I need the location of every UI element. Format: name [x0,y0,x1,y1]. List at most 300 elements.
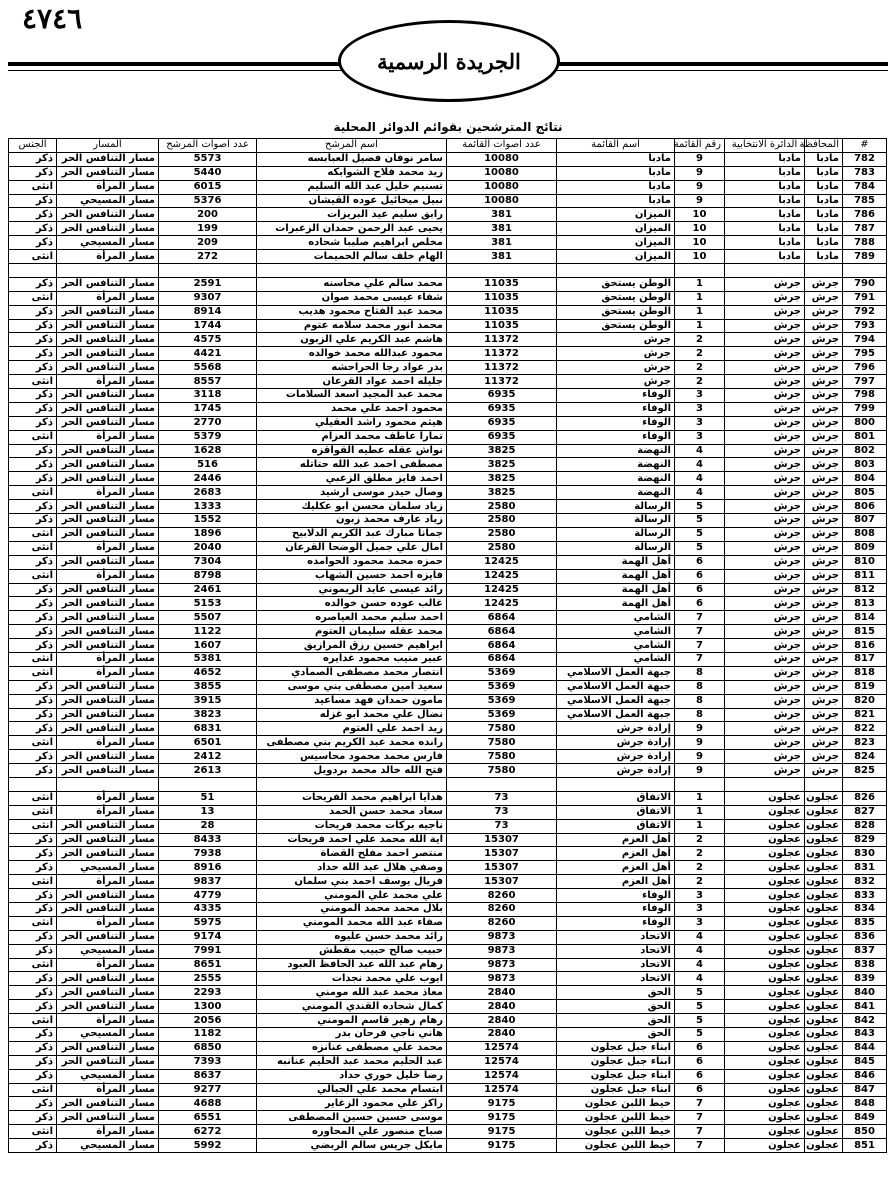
cell-candidate-name: محمد عبد الفتاح محمود هديب [257,305,447,319]
cell-governorate: عجلون [805,819,843,833]
cell-number: 783 [843,166,887,180]
cell-district: عجلون [725,1097,805,1111]
cell-gender: انثى [9,736,57,750]
cell-candidate-votes: 4335 [159,902,257,916]
cell-list-name: الميزان [557,208,675,222]
cell-governorate: عجلون [805,944,843,958]
cell-track: مسار المرأة [57,1014,159,1028]
cell-district: جرش [725,680,805,694]
cell-candidate-name: الهام خلف سالم الحميمات [257,250,447,264]
cell-candidate-name [257,777,447,791]
cell-list-name: الرسالة [557,514,675,528]
table-row [9,541,887,555]
cell-candidate-name: محمود عبدالله محمد خوالده [257,347,447,361]
cell-number: 817 [843,652,887,666]
cell-list-votes: 15307 [447,875,557,889]
cell-candidate-name: محمد عقله سليمان العتوم [257,625,447,639]
cell-district: عجلون [725,930,805,944]
cell-governorate: جرش [805,500,843,514]
cell-list-number: 2 [675,347,725,361]
cell-district: عجلون [725,875,805,889]
cell-number: 836 [843,930,887,944]
cell-track: مسار التنافس الحر [57,458,159,472]
cell-list-number: 5 [675,1014,725,1028]
cell-governorate: مادبا [805,236,843,250]
col-header-number: # [843,139,887,153]
cell-gender: ذكر [9,208,57,222]
table-row [9,402,887,416]
cell-district: جرش [725,319,805,333]
cell-track: مسار التنافس الحر [57,472,159,486]
cell-gender: انثى [9,875,57,889]
cell-district: جرش [725,486,805,500]
cell-gender: ذكر [9,902,57,916]
cell-list-name: الميزان [557,250,675,264]
cell-candidate-votes: 5381 [159,652,257,666]
cell-gender [9,264,57,278]
cell-governorate: جرش [805,319,843,333]
cell-district: جرش [725,597,805,611]
cell-candidate-votes: 8637 [159,1069,257,1083]
table-row [9,416,887,430]
cell-gender: انثى [9,291,57,305]
cell-list-votes: 73 [447,805,557,819]
cell-district: جرش [725,652,805,666]
cell-candidate-name: نبيل ميخائيل عوده القيشان [257,194,447,208]
cell-candidate-name: جليله احمد عواد القرعان [257,375,447,389]
cell-list-number: 3 [675,889,725,903]
cell-track: مسار المرأة [57,291,159,305]
table-row [9,180,887,194]
cell-governorate: عجلون [805,986,843,1000]
cell-list-votes: 2840 [447,1014,557,1028]
cell-district: جرش [725,430,805,444]
cell-track: مسار التنافس الحر [57,750,159,764]
cell-gender: ذكر [9,1139,57,1153]
cell-list-votes: 2580 [447,541,557,555]
table-title: نتائج المترشحين بقوائم الدوائر المحلية [333,120,563,134]
table-row [9,1069,887,1083]
cell-track: مسار المرأة [57,958,159,972]
cell-candidate-votes: 1333 [159,500,257,514]
cell-candidate-votes: 28 [159,819,257,833]
cell-candidate-votes: 272 [159,250,257,264]
cell-district: جرش [725,389,805,403]
cell-number: 799 [843,402,887,416]
cell-governorate: مادبا [805,222,843,236]
cell-number: 812 [843,583,887,597]
table-row [9,958,887,972]
cell-list-votes: 11035 [447,305,557,319]
cell-candidate-votes: 5153 [159,597,257,611]
cell-list-name: الحق [557,1028,675,1042]
cell-track: مسار المسيحي [57,194,159,208]
cell-candidate-votes: 7938 [159,847,257,861]
cell-governorate: عجلون [805,875,843,889]
cell-number [843,264,887,278]
cell-list-votes: 12574 [447,1041,557,1055]
cell-candidate-name: مامون حمدان فهد مساعيد [257,694,447,708]
col-header-district: الدائرة الانتخابية [725,139,805,153]
cell-list-number: 9 [675,180,725,194]
cell-track: مسار المرأة [57,375,159,389]
cell-district: جرش [725,625,805,639]
table-body [9,152,887,1152]
table-row [9,389,887,403]
cell-list-name: الاتحاد [557,930,675,944]
table-row [9,333,887,347]
cell-candidate-name: رهام زهير قاسم المومني [257,1014,447,1028]
cell-candidate-votes: 51 [159,791,257,805]
cell-list-name: الميزان [557,236,675,250]
cell-list-name: الاتفاق [557,819,675,833]
cell-gender: ذكر [9,555,57,569]
table-row [9,1041,887,1055]
cell-governorate: جرش [805,583,843,597]
cell-list-votes: 2580 [447,527,557,541]
cell-number: 839 [843,972,887,986]
cell-district: عجلون [725,944,805,958]
cell-district: عجلون [725,1125,805,1139]
cell-list-number: 8 [675,694,725,708]
cell-list-number: 10 [675,208,725,222]
cell-list-number: 9 [675,166,725,180]
cell-candidate-name: يحيى عبد الرحمن حمدان الزعبرات [257,222,447,236]
cell-candidate-votes: 2412 [159,750,257,764]
cell-list-votes: 9175 [447,1125,557,1139]
cell-list-number: 9 [675,750,725,764]
cell-list-votes: 15307 [447,861,557,875]
cell-gender: ذكر [9,625,57,639]
cell-list-name: أهل الهمة [557,569,675,583]
cell-gender: ذكر [9,1000,57,1014]
cell-list-number: 7 [675,652,725,666]
cell-number: 810 [843,555,887,569]
cell-governorate: مادبا [805,194,843,208]
cell-district: عجلون [725,833,805,847]
cell-list-number: 7 [675,1125,725,1139]
cell-district: جرش [725,555,805,569]
cell-candidate-name: عبد الحليم محمد عبد الحليم عنانبه [257,1055,447,1069]
cell-list-votes: 6864 [447,625,557,639]
cell-candidate-votes: 1896 [159,527,257,541]
cell-track: مسار المرأة [57,875,159,889]
cell-gender: ذكر [9,389,57,403]
cell-gender: ذكر [9,458,57,472]
cell-district: عجلون [725,889,805,903]
cell-candidate-name: حمزه محمد محمود الحوامده [257,555,447,569]
table-row [9,902,887,916]
cell-governorate: جرش [805,375,843,389]
cell-list-votes: 12574 [447,1055,557,1069]
cell-candidate-votes: 5992 [159,1139,257,1153]
cell-list-votes: 5369 [447,708,557,722]
cell-candidate-name: هاني ناجي فرحان بدر [257,1028,447,1042]
cell-district: جرش [725,458,805,472]
cell-number: 841 [843,1000,887,1014]
cell-list-votes: 10080 [447,152,557,166]
cell-district [725,777,805,791]
cell-district: جرش [725,416,805,430]
cell-track: مسار المرأة [57,430,159,444]
cell-candidate-name: زيد محمد فلاح الشوابكه [257,166,447,180]
cell-candidate-votes: 2056 [159,1014,257,1028]
cell-list-votes: 73 [447,791,557,805]
cell-gender: ذكر [9,194,57,208]
cell-number: 807 [843,514,887,528]
cell-list-name: الوطن يستحق [557,291,675,305]
cell-list-name: جرش [557,375,675,389]
cell-list-votes: 3825 [447,486,557,500]
cell-list-votes: 73 [447,819,557,833]
table-row [9,791,887,805]
cell-number: 847 [843,1083,887,1097]
cell-candidate-name: وصفي هلال عبد الله حداد [257,861,447,875]
cell-gender: ذكر [9,944,57,958]
cell-number: 790 [843,277,887,291]
cell-list-name: أهل الهمة [557,583,675,597]
page-number: ٤٧٤٦ [22,2,83,35]
cell-governorate: عجلون [805,805,843,819]
cell-gender: ذكر [9,708,57,722]
cell-list-number: 9 [675,194,725,208]
cell-track: مسار التنافس الحر [57,166,159,180]
cell-list-name: الوفاء [557,430,675,444]
cell-list-name: الوطن يستحق [557,277,675,291]
cell-governorate: جرش [805,680,843,694]
table-row [9,194,887,208]
cell-list-votes: 12425 [447,569,557,583]
cell-list-number: 3 [675,430,725,444]
cell-list-name: إرادة جرش [557,736,675,750]
cell-number: 842 [843,1014,887,1028]
cell-track: مسار التنافس الحر [57,764,159,778]
cell-district: جرش [725,694,805,708]
cell-track: مسار التنافس الحر [57,319,159,333]
cell-list-number: 1 [675,305,725,319]
table-row [9,1000,887,1014]
cell-governorate: عجلون [805,958,843,972]
cell-gender: ذكر [9,319,57,333]
cell-list-name: الوفاء [557,389,675,403]
cell-track: مسار التنافس الحر [57,305,159,319]
cell-candidate-votes: 8914 [159,305,257,319]
cell-track: مسار المسيحي [57,1069,159,1083]
cell-list-name: أهل الهمة [557,597,675,611]
cell-number: 782 [843,152,887,166]
cell-gender: ذكر [9,889,57,903]
cell-list-votes: 2580 [447,514,557,528]
cell-list-name: إرادة جرش [557,722,675,736]
cell-candidate-name: غالب عوده حسن خوالده [257,597,447,611]
cell-list-votes: 8260 [447,889,557,903]
cell-list-name: مادبا [557,152,675,166]
cell-candidate-votes: 8651 [159,958,257,972]
cell-list-name: خيط اللبن عجلون [557,1111,675,1125]
cell-list-number [675,264,725,278]
cell-gender: ذكر [9,1097,57,1111]
cell-number: 795 [843,347,887,361]
cell-candidate-votes: 9277 [159,1083,257,1097]
cell-governorate: جرش [805,347,843,361]
cell-list-name: الوفاء [557,402,675,416]
cell-list-votes: 12425 [447,597,557,611]
cell-candidate-votes: 5568 [159,361,257,375]
cell-governorate: عجلون [805,1041,843,1055]
cell-district: جرش [725,708,805,722]
cell-list-number: 8 [675,708,725,722]
cell-candidate-votes: 3915 [159,694,257,708]
cell-district: جرش [725,722,805,736]
cell-governorate: عجلون [805,1055,843,1069]
cell-list-votes: 12425 [447,583,557,597]
cell-district: عجلون [725,1069,805,1083]
cell-number: 803 [843,458,887,472]
cell-list-name: الميزان [557,222,675,236]
cell-district: عجلون [725,1111,805,1125]
cell-candidate-name: سعاد محمد حسن الحمد [257,805,447,819]
cell-candidate-votes: 4779 [159,889,257,903]
table-row [9,708,887,722]
cell-number: 820 [843,694,887,708]
cell-candidate-votes: 5379 [159,430,257,444]
cell-gender: ذكر [9,500,57,514]
table-row [9,819,887,833]
cell-number: 827 [843,805,887,819]
cell-candidate-votes: 6272 [159,1125,257,1139]
cell-candidate-votes: 5975 [159,916,257,930]
cell-number: 816 [843,639,887,653]
table-row [9,680,887,694]
cell-candidate-name: راكز علي محمود الزغاير [257,1097,447,1111]
cell-track: مسار المرأة [57,805,159,819]
cell-list-votes: 9175 [447,1139,557,1153]
table-row [9,1139,887,1153]
col-header-list-number: رقم القائمة [675,139,725,153]
cell-list-number: 1 [675,805,725,819]
cell-number: 785 [843,194,887,208]
cell-number: 840 [843,986,887,1000]
cell-candidate-votes: 2446 [159,472,257,486]
cell-gender: ذكر [9,514,57,528]
cell-candidate-name: رهام عبد الله عبد الحافظ العبود [257,958,447,972]
cell-list-number: 4 [675,958,725,972]
cell-list-number: 5 [675,986,725,1000]
cell-gender: ذكر [9,347,57,361]
cell-governorate: جرش [805,736,843,750]
cell-gender: انثى [9,1014,57,1028]
cell-candidate-name: زيد احمد علي العتوم [257,722,447,736]
cell-list-number: 1 [675,319,725,333]
cell-list-number: 6 [675,1041,725,1055]
cell-candidate-name: محمد سالم علي محاسنه [257,277,447,291]
cell-district: جرش [725,500,805,514]
table-row [9,527,887,541]
cell-list-name: ابناء جبل عجلون [557,1069,675,1083]
cell-list-number: 5 [675,1000,725,1014]
table-row [9,583,887,597]
cell-governorate: عجلون [805,1125,843,1139]
table-row [9,722,887,736]
cell-candidate-votes: 2770 [159,416,257,430]
cell-candidate-name: بلال محمد محمد المومني [257,902,447,916]
cell-list-number [675,777,725,791]
cell-number: 830 [843,847,887,861]
cell-list-name: أهل الهمة [557,555,675,569]
cell-track: مسار التنافس الحر [57,277,159,291]
separator-row [9,777,887,791]
cell-list-number: 10 [675,222,725,236]
cell-district: مادبا [725,222,805,236]
cell-list-number: 7 [675,1139,725,1153]
cell-governorate: جرش [805,333,843,347]
table-row [9,347,887,361]
cell-gender: انثى [9,666,57,680]
table-row [9,805,887,819]
cell-candidate-votes: 8433 [159,833,257,847]
cell-candidate-votes: 6501 [159,736,257,750]
col-header-candidate-name: اسم المرشح [257,139,447,153]
col-header-list-name: اسم القائمة [557,139,675,153]
cell-district: جرش [725,472,805,486]
cell-number: 792 [843,305,887,319]
cell-list-name: الرسالة [557,541,675,555]
cell-number: 801 [843,430,887,444]
cell-candidate-name: نواش عقله عطيه القواقزه [257,444,447,458]
cell-list-votes: 381 [447,250,557,264]
cell-district: عجلون [725,1014,805,1028]
cell-candidate-name: فتح الله خالد محمد بردويل [257,764,447,778]
cell-governorate: عجلون [805,1000,843,1014]
cell-candidate-votes: 1182 [159,1028,257,1042]
cell-number: 828 [843,819,887,833]
cell-list-name: جبهة العمل الاسلامي [557,680,675,694]
cell-gender: ذكر [9,833,57,847]
cell-track: مسار التنافس الحر [57,402,159,416]
cell-number: 787 [843,222,887,236]
cell-list-name: جرش [557,361,675,375]
cell-candidate-name: رضا خليل خوري حداد [257,1069,447,1083]
cell-candidate-name: عبير منيب محمود غدايره [257,652,447,666]
cell-number: 829 [843,833,887,847]
cell-candidate-name: امال علي جميل الوضحا القرعان [257,541,447,555]
cell-list-name: جبهة العمل الاسلامي [557,708,675,722]
cell-candidate-votes: 4575 [159,333,257,347]
table-row [9,486,887,500]
cell-gender: انثى [9,486,57,500]
cell-track: مسار المرأة [57,666,159,680]
cell-list-number: 9 [675,736,725,750]
cell-track: مسار المرأة [57,736,159,750]
cell-track: مسار المرأة [57,652,159,666]
table-row [9,375,887,389]
cell-governorate: جرش [805,361,843,375]
cell-track: مسار المسيحي [57,1028,159,1042]
cell-list-name: الشامي [557,625,675,639]
cell-candidate-votes: 2591 [159,277,257,291]
cell-candidate-name: مصطفى احمد عبد الله حتاتله [257,458,447,472]
cell-candidate-votes: 8798 [159,569,257,583]
cell-list-name: الوفاء [557,416,675,430]
table-row [9,208,887,222]
cell-candidate-votes: 4421 [159,347,257,361]
cell-list-votes: 6935 [447,389,557,403]
table-row [9,444,887,458]
cell-list-votes: 9175 [447,1097,557,1111]
cell-district: جرش [725,402,805,416]
cell-governorate: عجلون [805,902,843,916]
cell-track: مسار التنافس الحر [57,514,159,528]
